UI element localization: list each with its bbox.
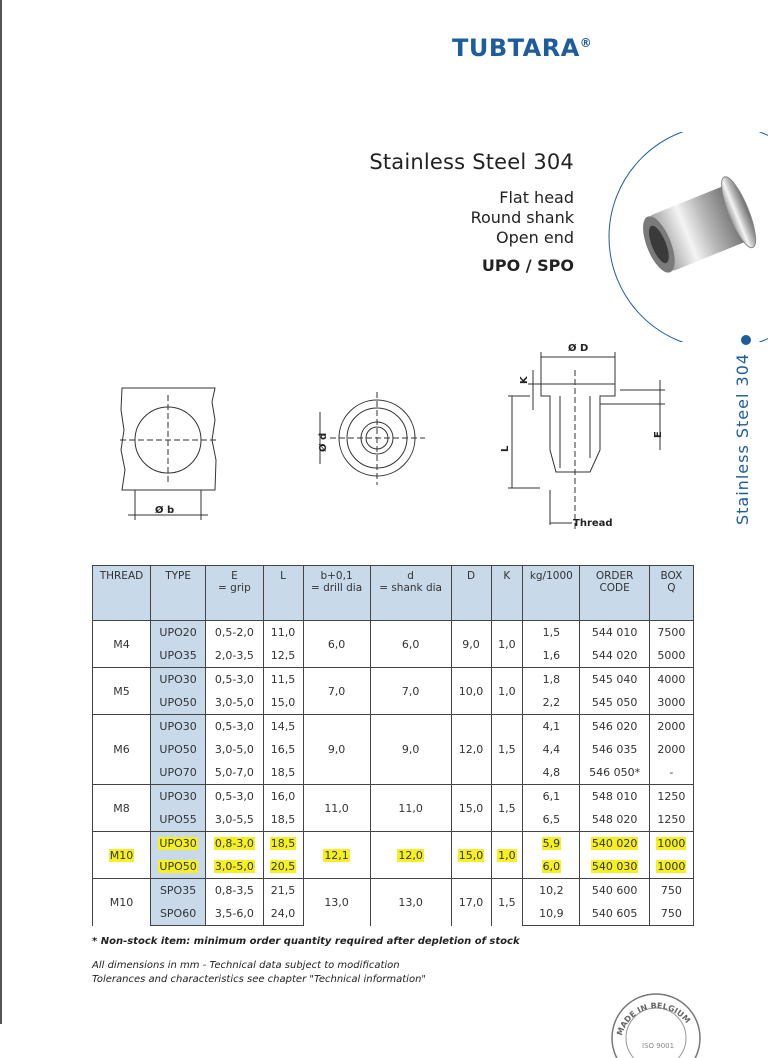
weight-cell: 2,2 — [523, 691, 580, 715]
order-code-cell: 545 050 — [580, 691, 649, 715]
column-header-subtitle: CODE — [599, 582, 630, 594]
column-header — [370, 566, 451, 621]
length-cell: 15,0 — [263, 691, 303, 715]
order-code-cell: 546 050* — [580, 761, 649, 785]
non-stock-note: * Non-stock item: minimum order quantity required after depletion of stock — [92, 936, 520, 947]
grip-cell: 0,5-3,0 — [206, 715, 263, 739]
order-code-cell: 545 040 — [580, 668, 649, 692]
column-header-title: TYPE — [165, 570, 191, 582]
table-row — [93, 879, 694, 903]
series-code: UPO / SPO — [481, 256, 574, 275]
head-dia-cell: 15,0 — [451, 832, 491, 879]
column-header — [93, 566, 151, 621]
head-height-cell: 1,5 — [491, 879, 523, 926]
table-row — [93, 832, 694, 856]
head-height-cell: 1,5 — [491, 715, 523, 785]
stamp-text: MADE IN BELGIUM — [615, 1001, 692, 1037]
column-header-title: THREAD — [99, 570, 144, 582]
top-view — [320, 392, 425, 485]
box-qty-cell: 1000 — [649, 855, 693, 879]
shank-dia-cell: 6,0 — [370, 621, 451, 668]
box-qty-cell: 2000 — [649, 715, 693, 739]
thread-label: Thread — [573, 518, 613, 529]
order-code-cell: 540 020 — [580, 832, 649, 856]
grip-cell: 5,0-7,0 — [206, 761, 263, 785]
order-code-cell: 544 020 — [580, 644, 649, 668]
order-code-cell: 544 010 — [580, 621, 649, 645]
type-cell: UPO30 — [150, 668, 205, 692]
product-title: Stainless Steel 304 — [369, 150, 574, 174]
grip-cell: 0,8-3,0 — [206, 832, 263, 856]
type-cell: UPO50 — [150, 691, 205, 715]
drill-dia-cell: 12,1 — [303, 832, 370, 879]
length-cell: 18,5 — [263, 832, 303, 856]
weight-cell: 1,6 — [523, 644, 580, 668]
table-header-row — [93, 566, 694, 621]
column-header-title: ORDER — [595, 570, 634, 582]
length-cell: 11,5 — [263, 668, 303, 692]
table-row — [93, 621, 694, 645]
length-cell: 16,5 — [263, 738, 303, 761]
stamp-iso: ISO 9001 — [642, 1042, 675, 1050]
length-cell: 24,0 — [263, 902, 303, 926]
order-code-cell: 540 605 — [580, 902, 649, 926]
column-header-title: K — [503, 570, 511, 582]
table-row — [93, 668, 694, 692]
dim-b-label: Ø b — [155, 505, 175, 516]
order-code-cell: 540 030 — [580, 855, 649, 879]
footnotes — [92, 935, 520, 987]
head-dia-cell: 12,0 — [451, 715, 491, 785]
box-qty-cell: 750 — [649, 879, 693, 903]
column-header — [303, 566, 370, 621]
box-qty-cell: 1250 — [649, 785, 693, 809]
box-qty-cell: - — [649, 761, 693, 785]
drill-dia-cell: 9,0 — [303, 715, 370, 785]
shank-dia-cell: 7,0 — [370, 668, 451, 715]
column-header-subtitle: = shank dia — [379, 582, 442, 594]
dim-E-label: E — [653, 431, 664, 438]
weight-cell: 10,2 — [523, 879, 580, 903]
column-header — [206, 566, 263, 621]
box-qty-cell: 750 — [649, 902, 693, 926]
length-cell: 18,5 — [263, 761, 303, 785]
weight-cell: 1,8 — [523, 668, 580, 692]
order-code-cell: 546 020 — [580, 715, 649, 739]
dim-L-label: L — [500, 445, 511, 452]
grip-cell: 3,0-5,0 — [206, 738, 263, 761]
box-qty-cell: 1250 — [649, 808, 693, 832]
type-cell: UPO20 — [150, 621, 205, 645]
shank-dia-cell: 13,0 — [370, 879, 451, 926]
table-body — [93, 621, 694, 926]
table-row — [93, 715, 694, 739]
type-cell: UPO30 — [150, 832, 205, 856]
column-header-title: E — [231, 570, 238, 582]
thread-cell: M4 — [93, 621, 151, 668]
type-cell: UPO50 — [150, 855, 205, 879]
length-cell: 20,5 — [263, 855, 303, 879]
column-header-title: d — [407, 570, 414, 582]
length-cell: 18,5 — [263, 808, 303, 832]
specification-table — [92, 565, 694, 926]
length-cell: 16,0 — [263, 785, 303, 809]
column-header-subtitle: = grip — [218, 582, 251, 594]
dim-K-label: K — [519, 376, 530, 384]
head-dia-cell: 15,0 — [451, 785, 491, 832]
column-header-subtitle: Q — [667, 582, 676, 594]
head-dia-cell: 17,0 — [451, 879, 491, 926]
order-code-cell: 548 020 — [580, 808, 649, 832]
length-cell: 21,5 — [263, 879, 303, 903]
tolerances-note: Tolerances and characteristics see chapter "Technical information" — [92, 974, 427, 985]
column-header-title: D — [467, 570, 476, 582]
length-cell: 11,0 — [263, 621, 303, 645]
head-height-cell: 1,5 — [491, 785, 523, 832]
thread-cell: M5 — [93, 668, 151, 715]
weight-cell: 6,0 — [523, 855, 580, 879]
column-header-title: L — [280, 570, 286, 582]
box-qty-cell: 5000 — [649, 644, 693, 668]
grip-cell: 3,0-5,5 — [206, 808, 263, 832]
thread-cell: M6 — [93, 715, 151, 785]
box-qty-cell: 4000 — [649, 668, 693, 692]
type-cell: SPO60 — [150, 902, 205, 926]
type-cell: UPO55 — [150, 808, 205, 832]
shank-dia-cell: 12,0 — [370, 832, 451, 879]
thread-cell: M10 — [93, 879, 151, 926]
order-code-cell: 548 010 — [580, 785, 649, 809]
box-qty-cell: 1000 — [649, 832, 693, 856]
column-header — [150, 566, 205, 621]
column-header — [491, 566, 523, 621]
dim-D-label: Ø D — [568, 343, 589, 354]
head-height-cell: 1,0 — [491, 832, 523, 879]
box-qty-cell: 2000 — [649, 738, 693, 761]
technical-drawing — [0, 340, 768, 540]
order-code-cell: 546 035 — [580, 738, 649, 761]
type-cell: UPO35 — [150, 644, 205, 668]
head-dia-cell: 10,0 — [451, 668, 491, 715]
weight-cell: 5,9 — [523, 832, 580, 856]
drill-dia-cell: 6,0 — [303, 621, 370, 668]
column-header — [523, 566, 580, 621]
grip-cell: 3,0-5,0 — [206, 691, 263, 715]
head-height-cell: 1,0 — [491, 621, 523, 668]
drill-dia-cell: 11,0 — [303, 785, 370, 832]
thread-cell: M10 — [93, 832, 151, 879]
table-row — [93, 785, 694, 809]
column-header-subtitle: = drill dia — [310, 582, 363, 594]
type-cell: UPO30 — [150, 785, 205, 809]
weight-cell: 6,5 — [523, 808, 580, 832]
weight-cell: 4,1 — [523, 715, 580, 739]
column-header-title: kg/1000 — [529, 570, 573, 582]
product-title-block — [274, 150, 574, 275]
box-qty-cell: 3000 — [649, 691, 693, 715]
length-cell: 12,5 — [263, 644, 303, 668]
column-header-title: b+0,1 — [320, 570, 353, 582]
brand-logo: TUBTARA® — [452, 34, 593, 62]
column-header — [580, 566, 649, 621]
length-cell: 14,5 — [263, 715, 303, 739]
box-qty-cell: 7500 — [649, 621, 693, 645]
side-section-label: Stainless Steel 304 — [733, 352, 752, 525]
type-cell: UPO70 — [150, 761, 205, 785]
type-cell: UPO50 — [150, 738, 205, 761]
column-header — [649, 566, 693, 621]
drill-dia-cell: 7,0 — [303, 668, 370, 715]
dimensions-note: All dimensions in mm - Technical data subject to modification — [92, 960, 400, 971]
made-in-belgium-stamp — [608, 978, 704, 1058]
side-section-view — [508, 352, 665, 530]
drill-dia-cell: 13,0 — [303, 879, 370, 926]
column-header — [263, 566, 303, 621]
column-header-title: BOX — [660, 570, 683, 582]
shank-dia-cell: 9,0 — [370, 715, 451, 785]
head-height-cell: 1,0 — [491, 668, 523, 715]
weight-cell: 4,8 — [523, 761, 580, 785]
weight-cell: 10,9 — [523, 902, 580, 926]
product-photo — [606, 132, 768, 342]
feature-flat-head: Flat head — [499, 188, 574, 207]
drill-hole-view — [120, 388, 218, 520]
feature-round-shank: Round shank — [470, 208, 574, 227]
grip-cell: 0,8-3,5 — [206, 879, 263, 903]
type-cell: SPO35 — [150, 879, 205, 903]
weight-cell: 4,4 — [523, 738, 580, 761]
thread-cell: M8 — [93, 785, 151, 832]
weight-cell: 6,1 — [523, 785, 580, 809]
head-dia-cell: 9,0 — [451, 621, 491, 668]
grip-cell: 0,5-3,0 — [206, 785, 263, 809]
grip-cell: 3,5-6,0 — [206, 902, 263, 926]
grip-cell: 2,0-3,5 — [206, 644, 263, 668]
type-cell: UPO30 — [150, 715, 205, 739]
dim-d-label: Ø d — [318, 432, 329, 452]
order-code-cell: 540 600 — [580, 879, 649, 903]
column-header — [451, 566, 491, 621]
shank-dia-cell: 11,0 — [370, 785, 451, 832]
grip-cell: 3,0-5,0 — [206, 855, 263, 879]
grip-cell: 0,5-3,0 — [206, 668, 263, 692]
feature-open-end: Open end — [496, 228, 574, 247]
grip-cell: 0,5-2,0 — [206, 621, 263, 645]
weight-cell: 1,5 — [523, 621, 580, 645]
